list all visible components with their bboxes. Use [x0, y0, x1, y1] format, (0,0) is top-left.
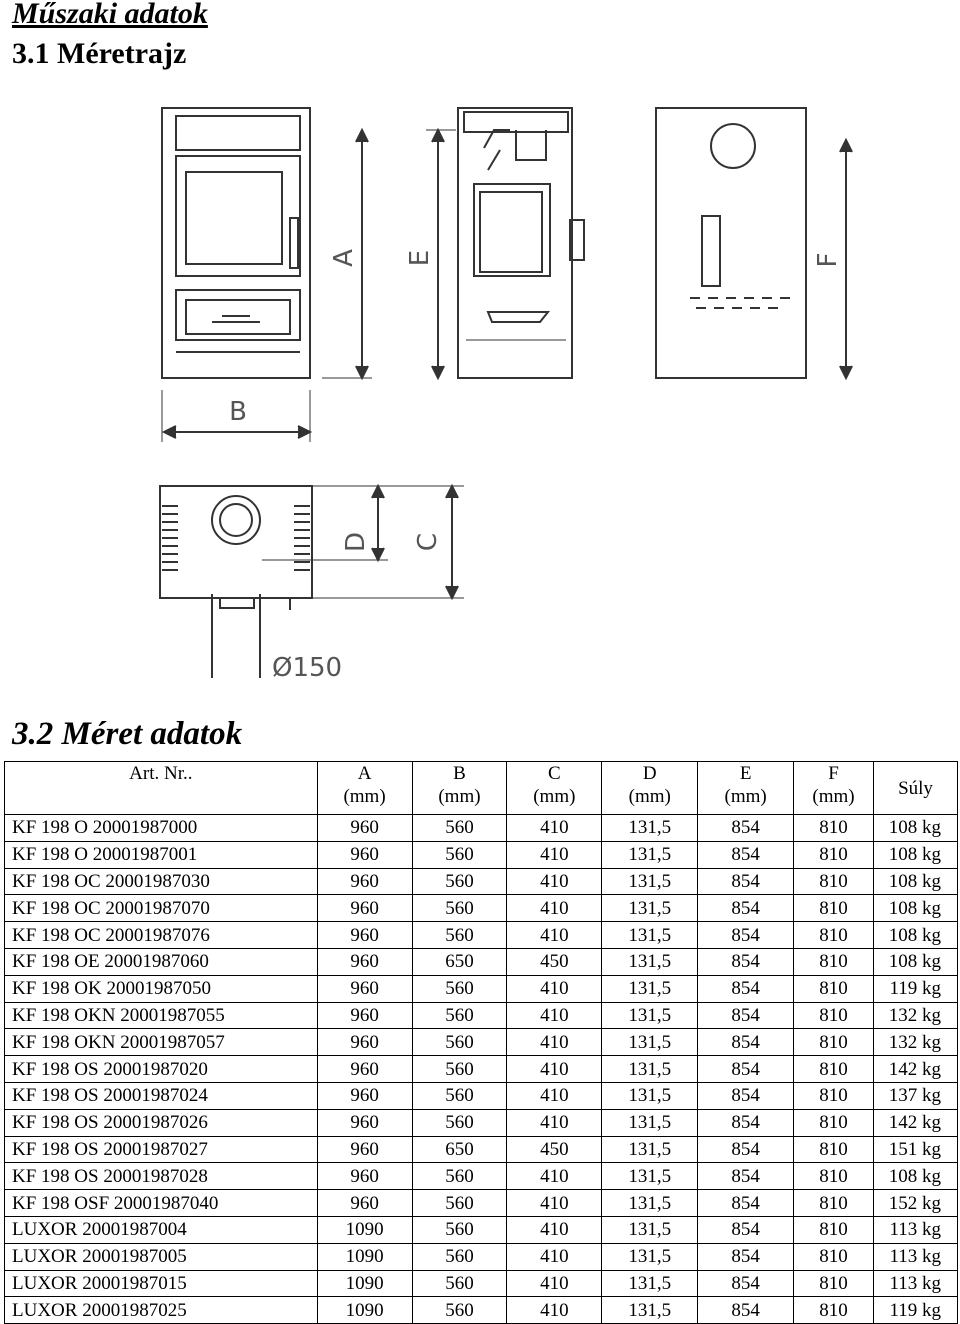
cell-dim-D: 131,5	[602, 1002, 698, 1029]
header-C	[507, 762, 602, 815]
header-A	[317, 762, 412, 815]
cell-dim-C: 410	[507, 841, 602, 868]
table-header-row	[5, 762, 958, 815]
cell-weight: 108 kg	[874, 868, 958, 895]
header-unit: (mm)	[438, 786, 481, 807]
cell-dim-C: 410	[507, 1163, 602, 1190]
cell-dim-C: 410	[507, 815, 602, 842]
cell-dim-F: 810	[794, 1056, 874, 1083]
header-label: F	[828, 763, 839, 784]
cell-dim-B: 560	[412, 1002, 507, 1029]
drawing-title: 3.1 Méretrajz	[12, 37, 187, 70]
cell-dim-A: 960	[317, 868, 412, 895]
table-row	[5, 975, 958, 1002]
side-view	[458, 108, 584, 378]
cell-dim-F: 810	[794, 841, 874, 868]
cell-dim-D: 131,5	[602, 1270, 698, 1297]
cell-dim-D: 131,5	[602, 922, 698, 949]
cell-dim-D: 131,5	[602, 815, 698, 842]
cell-art-nr: KF 198 O 20001987000	[5, 815, 318, 842]
cell-dim-B: 560	[412, 975, 507, 1002]
dimension-table	[4, 761, 958, 1324]
label-A: A	[329, 249, 359, 267]
cell-dim-A: 960	[317, 1136, 412, 1163]
table-row	[5, 895, 958, 922]
cell-dim-E: 854	[698, 922, 794, 949]
cell-dim-A: 960	[317, 1056, 412, 1083]
cell-dim-E: 854	[698, 868, 794, 895]
label-C: C	[413, 532, 443, 552]
cell-art-nr: KF 198 OKN 20001987055	[5, 1002, 318, 1029]
cell-dim-B: 560	[412, 922, 507, 949]
cell-dim-D: 131,5	[602, 1136, 698, 1163]
cell-dim-E: 854	[698, 1163, 794, 1190]
cell-art-nr: KF 198 OE 20001987060	[5, 948, 318, 975]
header-unit: (mm)	[812, 786, 855, 807]
header-label: A	[357, 763, 372, 784]
table-row	[5, 922, 958, 949]
table-row	[5, 948, 958, 975]
cell-weight: 108 kg	[874, 1163, 958, 1190]
cell-dim-C: 410	[507, 1243, 602, 1270]
cell-weight: 119 kg	[874, 1297, 958, 1324]
table-row	[5, 1002, 958, 1029]
table-row	[5, 1136, 958, 1163]
cell-dim-B: 650	[412, 1136, 507, 1163]
cell-art-nr: KF 198 OS 20001987020	[5, 1056, 318, 1083]
header-unit: (mm)	[533, 786, 576, 807]
cell-dim-D: 131,5	[602, 1216, 698, 1243]
cell-dim-A: 1090	[317, 1216, 412, 1243]
table-row	[5, 815, 958, 842]
cell-dim-E: 854	[698, 1270, 794, 1297]
cell-art-nr: LUXOR 20001987005	[5, 1243, 318, 1270]
cell-dim-D: 131,5	[602, 1109, 698, 1136]
cell-dim-A: 1090	[317, 1297, 412, 1324]
cell-art-nr: KF 198 OC 20001987076	[5, 922, 318, 949]
cell-dim-E: 854	[698, 948, 794, 975]
cell-dim-C: 410	[507, 1109, 602, 1136]
cell-dim-B: 560	[412, 895, 507, 922]
cell-dim-A: 1090	[317, 1270, 412, 1297]
cell-dim-F: 810	[794, 1270, 874, 1297]
cell-art-nr: KF 198 OS 20001987026	[5, 1109, 318, 1136]
cell-dim-C: 450	[507, 1136, 602, 1163]
table-row	[5, 1270, 958, 1297]
cell-dim-D: 131,5	[602, 1082, 698, 1109]
cell-dim-E: 854	[698, 1082, 794, 1109]
cell-dim-A: 960	[317, 815, 412, 842]
cell-art-nr: LUXOR 20001987015	[5, 1270, 318, 1297]
cell-art-nr: KF 198 OKN 20001987057	[5, 1029, 318, 1056]
cell-dim-B: 560	[412, 1216, 507, 1243]
table-row	[5, 1109, 958, 1136]
cell-dim-A: 960	[317, 895, 412, 922]
cell-dim-D: 131,5	[602, 1243, 698, 1270]
cell-dim-F: 810	[794, 895, 874, 922]
cell-dim-A: 960	[317, 975, 412, 1002]
table-row	[5, 1243, 958, 1270]
header-unit: (mm)	[724, 786, 767, 807]
table-body	[5, 815, 958, 1324]
dimension-drawing	[0, 90, 960, 690]
cell-dim-B: 560	[412, 1109, 507, 1136]
cell-dim-E: 854	[698, 1136, 794, 1163]
cell-art-nr: KF 198 OS 20001987027	[5, 1136, 318, 1163]
header-D	[602, 762, 698, 815]
cell-weight: 142 kg	[874, 1056, 958, 1083]
cell-weight: 113 kg	[874, 1243, 958, 1270]
cell-dim-B: 560	[412, 841, 507, 868]
cell-dim-F: 810	[794, 1190, 874, 1217]
cell-art-nr: KF 198 OSF 20001987040	[5, 1190, 318, 1217]
cell-dim-B: 560	[412, 1243, 507, 1270]
label-diameter: Ø150	[272, 653, 343, 683]
cell-dim-D: 131,5	[602, 1163, 698, 1190]
cell-dim-E: 854	[698, 1190, 794, 1217]
cell-dim-B: 560	[412, 1056, 507, 1083]
label-E: E	[405, 249, 435, 267]
cell-weight: 113 kg	[874, 1216, 958, 1243]
cell-dim-F: 810	[794, 1243, 874, 1270]
cell-art-nr: KF 198 OK 20001987050	[5, 975, 318, 1002]
cell-dim-E: 854	[698, 1297, 794, 1324]
label-F: F	[813, 252, 843, 268]
table-title: 3.2 Méret adatok	[12, 716, 243, 752]
cell-dim-B: 560	[412, 1297, 507, 1324]
cell-dim-B: 560	[412, 815, 507, 842]
cell-dim-A: 960	[317, 948, 412, 975]
front-view	[162, 108, 310, 378]
cell-weight: 108 kg	[874, 895, 958, 922]
header-B	[412, 762, 507, 815]
cell-dim-C: 410	[507, 1002, 602, 1029]
cell-weight: 132 kg	[874, 1002, 958, 1029]
rear-view	[656, 108, 806, 378]
cell-art-nr: KF 198 OS 20001987028	[5, 1163, 318, 1190]
table-row	[5, 1163, 958, 1190]
cell-dim-B: 560	[412, 1270, 507, 1297]
cell-dim-C: 410	[507, 1216, 602, 1243]
cell-dim-E: 854	[698, 815, 794, 842]
cell-dim-C: 410	[507, 868, 602, 895]
cell-dim-F: 810	[794, 1136, 874, 1163]
cell-dim-B: 560	[412, 1082, 507, 1109]
cell-weight: 108 kg	[874, 922, 958, 949]
cell-dim-A: 960	[317, 1190, 412, 1217]
cell-weight: 108 kg	[874, 948, 958, 975]
cell-dim-F: 810	[794, 975, 874, 1002]
header-unit: (mm)	[628, 786, 671, 807]
cell-dim-E: 854	[698, 975, 794, 1002]
cell-dim-A: 960	[317, 1029, 412, 1056]
section-title: Műszaki adatok	[12, 0, 208, 30]
cell-dim-D: 131,5	[602, 1297, 698, 1324]
cell-dim-C: 410	[507, 1082, 602, 1109]
cell-dim-A: 960	[317, 1109, 412, 1136]
header-unit: (mm)	[343, 786, 386, 807]
cell-dim-F: 810	[794, 1216, 874, 1243]
cell-art-nr: KF 198 OS 20001987024	[5, 1082, 318, 1109]
cell-dim-C: 410	[507, 922, 602, 949]
cell-dim-A: 960	[317, 1082, 412, 1109]
cell-dim-A: 960	[317, 922, 412, 949]
cell-dim-B: 560	[412, 1163, 507, 1190]
label-D: D	[341, 531, 371, 553]
table-row	[5, 868, 958, 895]
cell-dim-F: 810	[794, 1163, 874, 1190]
cell-dim-F: 810	[794, 815, 874, 842]
cell-dim-D: 131,5	[602, 1190, 698, 1217]
cell-dim-C: 410	[507, 1297, 602, 1324]
header-label: E	[739, 763, 752, 784]
cell-dim-D: 131,5	[602, 1056, 698, 1083]
cell-dim-C: 410	[507, 975, 602, 1002]
cell-dim-C: 410	[507, 895, 602, 922]
cell-dim-F: 810	[794, 1109, 874, 1136]
cell-dim-C: 410	[507, 1190, 602, 1217]
header-label: D	[642, 763, 657, 784]
header-weight: Súly	[874, 762, 958, 815]
cell-dim-E: 854	[698, 841, 794, 868]
cell-weight: 152 kg	[874, 1190, 958, 1217]
cell-dim-F: 810	[794, 1082, 874, 1109]
cell-dim-D: 131,5	[602, 975, 698, 1002]
table-row	[5, 1297, 958, 1324]
cell-dim-E: 854	[698, 1029, 794, 1056]
cell-dim-B: 560	[412, 868, 507, 895]
cell-dim-B: 650	[412, 948, 507, 975]
cell-art-nr: LUXOR 20001987004	[5, 1216, 318, 1243]
cell-dim-F: 810	[794, 948, 874, 975]
cell-weight: 151 kg	[874, 1136, 958, 1163]
cell-weight: 137 kg	[874, 1082, 958, 1109]
cell-dim-F: 810	[794, 1029, 874, 1056]
cell-art-nr: LUXOR 20001987025	[5, 1297, 318, 1324]
cell-dim-D: 131,5	[602, 948, 698, 975]
table-row	[5, 1056, 958, 1083]
cell-weight: 108 kg	[874, 815, 958, 842]
cell-weight: 113 kg	[874, 1270, 958, 1297]
cell-dim-B: 560	[412, 1029, 507, 1056]
cell-dim-F: 810	[794, 868, 874, 895]
header-F	[794, 762, 874, 815]
cell-dim-C: 450	[507, 948, 602, 975]
cell-weight: 108 kg	[874, 841, 958, 868]
top-view	[160, 486, 312, 678]
header-E	[698, 762, 794, 815]
cell-dim-E: 854	[698, 895, 794, 922]
cell-dim-E: 854	[698, 1216, 794, 1243]
label-B: B	[229, 397, 247, 427]
cell-weight: 119 kg	[874, 975, 958, 1002]
header-label: B	[453, 763, 466, 784]
cell-weight: 132 kg	[874, 1029, 958, 1056]
cell-dim-E: 854	[698, 1109, 794, 1136]
table-row	[5, 841, 958, 868]
table-row	[5, 1082, 958, 1109]
cell-dim-F: 810	[794, 1297, 874, 1324]
cell-dim-E: 854	[698, 1002, 794, 1029]
cell-dim-A: 960	[317, 1002, 412, 1029]
cell-dim-D: 131,5	[602, 895, 698, 922]
cell-dim-E: 854	[698, 1056, 794, 1083]
cell-dim-C: 410	[507, 1029, 602, 1056]
cell-dim-C: 410	[507, 1270, 602, 1297]
cell-dim-A: 1090	[317, 1243, 412, 1270]
cell-dim-D: 131,5	[602, 841, 698, 868]
cell-weight: 142 kg	[874, 1109, 958, 1136]
table-row	[5, 1216, 958, 1243]
cell-dim-F: 810	[794, 1002, 874, 1029]
cell-art-nr: KF 198 OC 20001987070	[5, 895, 318, 922]
cell-dim-A: 960	[317, 1163, 412, 1190]
cell-dim-D: 131,5	[602, 868, 698, 895]
table-row	[5, 1029, 958, 1056]
cell-dim-A: 960	[317, 841, 412, 868]
cell-art-nr: KF 198 O 20001987001	[5, 841, 318, 868]
cell-dim-C: 410	[507, 1056, 602, 1083]
header-art-nr: Art. Nr..	[5, 762, 318, 815]
cell-art-nr: KF 198 OC 20001987030	[5, 868, 318, 895]
table-row	[5, 1190, 958, 1217]
cell-dim-F: 810	[794, 922, 874, 949]
cell-dim-D: 131,5	[602, 1029, 698, 1056]
header-label: C	[548, 763, 561, 784]
cell-dim-E: 854	[698, 1243, 794, 1270]
cell-dim-B: 560	[412, 1190, 507, 1217]
